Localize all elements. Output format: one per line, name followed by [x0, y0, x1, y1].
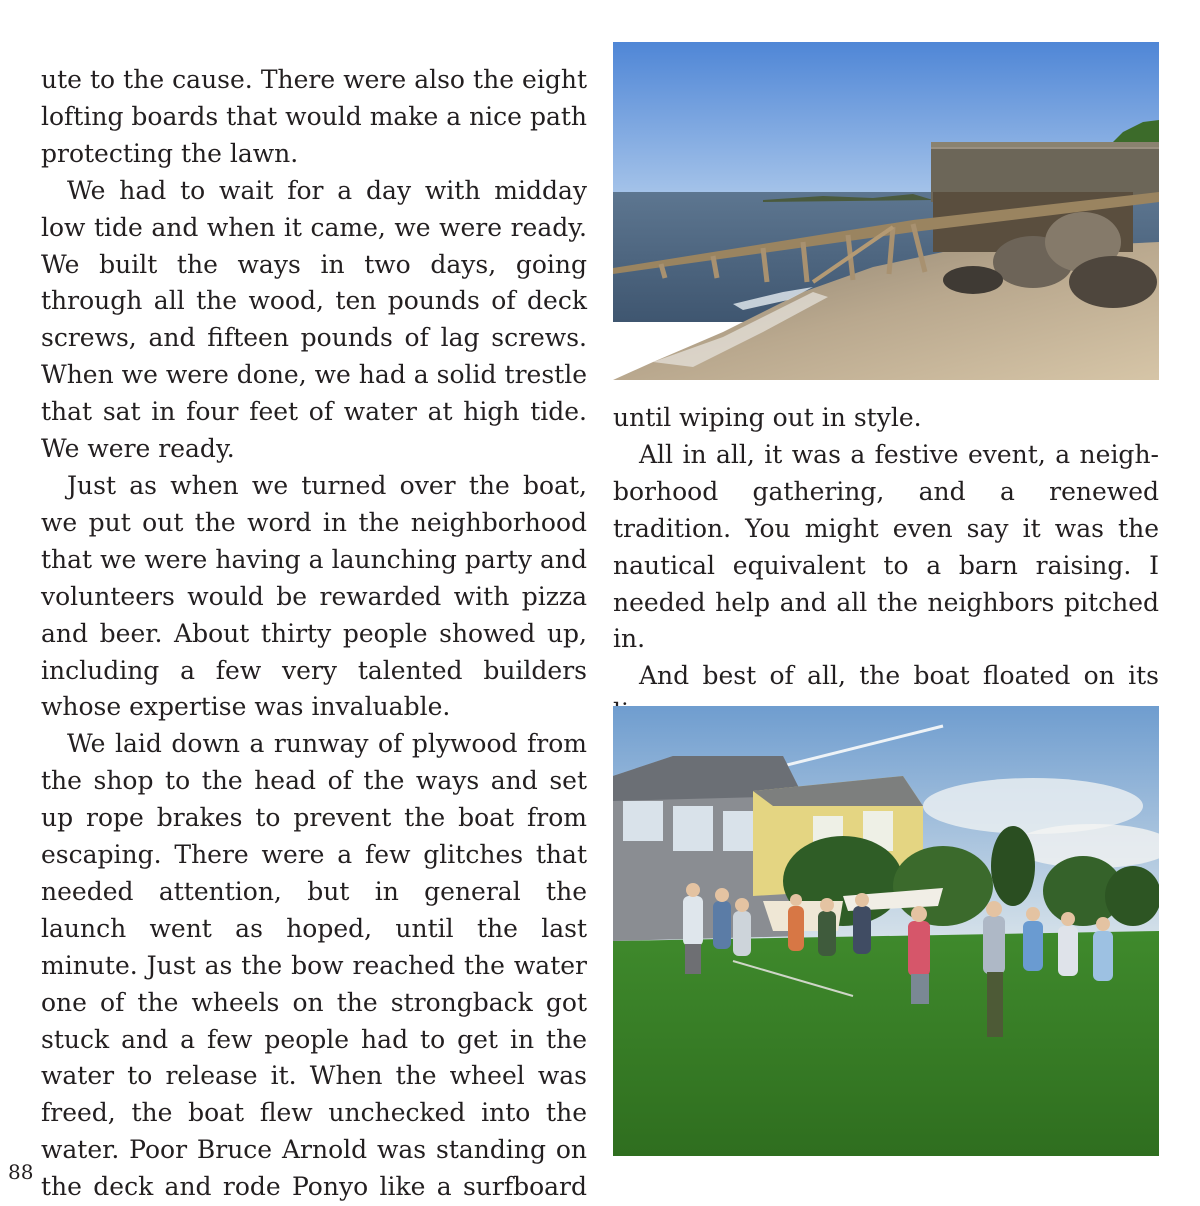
left-paragraph-1: ute to the cause. There were also the eight lofting boards that would make a nice path protecting the lawn.	[41, 65, 587, 168]
left-paragraph-4: We laid down a runway of plywood from the shop to the head of the ways and set up rope brakes to prevent the boat from escaping. There were a few glitches that needed attention, but in general the launch went as hoped, until the last minute. Just as the bow reached the water one of the wheels on the strongback got stuck and a few people had to get in the water to release it. When the wheel was freed, the boat flew unchecked into the water. Poor Bruce Arnold was standing on the deck and rode Ponyo like a surfboard	[41, 729, 587, 1202]
photo-launching-party	[613, 706, 1159, 1156]
right-paragraph-2: All in all, it was a festive event, a neighborhood gathering, and a renewed tradition. You might even say it was the nautical equivalent to a barn raising. I needed help and all the neighbors pitched in.	[613, 439, 1159, 654]
photo-launch-ways-beach-image	[613, 42, 1159, 380]
photo-launch-ways-beach	[613, 42, 1159, 380]
right-paragraph-3: And best of all, the boat floated on its	[639, 661, 1159, 691]
right-paragraph-1: until wiping out in style.	[613, 403, 922, 432]
photo-launching-party-image	[613, 706, 1159, 1156]
left-text-column	[41, 62, 587, 1206]
right-text-column	[613, 400, 1159, 732]
page-number: 88	[8, 1160, 34, 1184]
left-paragraph-2: We had to wait for a day with midday low tide and when it came, we were ready. We built the ways in two days, going through all the wood, ten pounds of deck screws, and fifteen pounds of lag screws. When we were done, we had a solid trestle that sat in four feet of water at high tide. We were ready.	[41, 175, 587, 464]
left-paragraph-3: Just as when we turned over the boat, we put out the word in the neighborhood that we were having a launching party and volunteers would be rewarded with pizza and beer. About thirty people showed up, including a few very talented builders whose expertise was invaluable.	[41, 470, 587, 722]
